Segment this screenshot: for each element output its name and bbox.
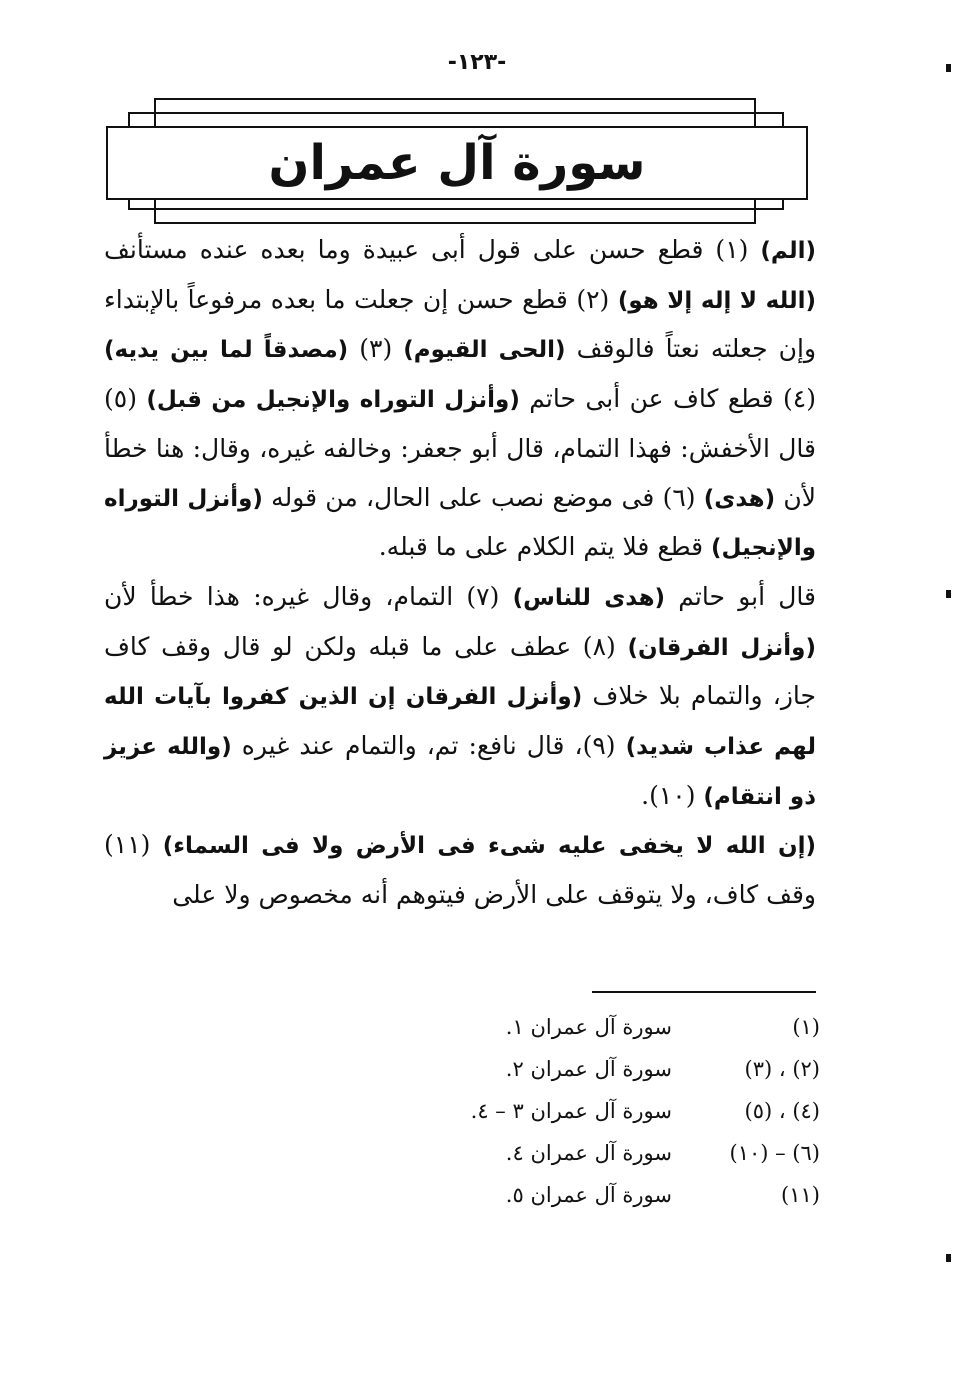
commentary-text: (٧) التمام، وقال غيره: هذا خطأ لأن <box>104 581 513 611</box>
page-number: -١٢٣- <box>447 50 507 75</box>
quran-quote: (مصدقاً لما بين يديه) <box>104 337 349 364</box>
quran-quote: (هدى للناس) <box>512 584 666 611</box>
commentary-text: قطع فلا يتم الكلام على ما قبله. <box>378 532 712 562</box>
paragraph <box>104 573 816 822</box>
commentary-text: (٦) فى موضع نصب على الحال، من قوله <box>262 482 704 512</box>
quran-quote: (الم) <box>760 238 817 264</box>
footnote-ref: (٢) ، (٣) <box>744 1057 820 1081</box>
commentary-text: (٣) <box>348 334 404 364</box>
commentary-text: (٤) قطع كاف عن أبى حاتم <box>519 384 816 414</box>
quran-quote: (الحى القيوم) <box>403 337 566 364</box>
footnote-row <box>400 1174 820 1216</box>
footnote-row <box>400 1132 820 1174</box>
footnote-source: سورة آل عمران ٣ – ٤. <box>470 1099 672 1123</box>
scan-mark <box>946 64 951 72</box>
footnote-source: سورة آل عمران ١. <box>505 1015 672 1039</box>
footnote-source: سورة آل عمران ٢. <box>505 1057 672 1081</box>
commentary-text: (٩)، قال نافع: تم، والتمام عند غيره <box>231 731 626 761</box>
commentary-text: (١٠). <box>641 780 704 810</box>
footnotes <box>400 1006 820 1216</box>
commentary-text: (١١) وقف كاف، ولا يتوقف على الأرض فيتوهم أنه مخصوص ولا على <box>104 830 816 910</box>
quran-quote: (وأنزل التوراه والإنجيل من قبل) <box>146 387 520 414</box>
footnote-ref: (٦) – (١٠) <box>729 1141 820 1165</box>
commentary-text: (١) قطع حسن على قول أبى عبيدة وما بعده عنده مستأنف <box>104 235 761 264</box>
title-box <box>106 126 808 200</box>
quran-quote: (وأنزل الفرقان) <box>627 634 816 661</box>
scan-mark <box>946 1254 951 1262</box>
paragraph <box>104 821 816 919</box>
quran-quote: (والله عزيز ذو انتقام) <box>104 734 816 810</box>
commentary-text: (٥) قال الأخفش: فهذا التمام، قال أبو جعفر: وخالفه غيره، وقال: هنا خطأ لأن <box>104 384 816 512</box>
quran-quote: (الله لا إله إلا هو) <box>617 287 817 314</box>
quran-quote: (وأنزل التوراه والإنجيل) <box>104 485 816 562</box>
paragraph <box>104 226 816 573</box>
footnote-row <box>400 1006 820 1048</box>
commentary-text: (٢) قطع حسن إن جعلت ما بعده مرفوعاً بالإبتداء وإن جعلته نعتاً فالوقف <box>104 284 817 364</box>
scan-mark <box>946 590 951 598</box>
commentary-text: قال أبو حاتم <box>665 581 816 611</box>
footnote-row <box>400 1048 820 1090</box>
footnote-source: سورة آل عمران ٥. <box>505 1183 672 1207</box>
quran-quote: (هدى) <box>703 485 776 512</box>
quran-quote: (وأنزل الفرقان إن الذين كفروا بآيات الله لهم عذاب شديد) <box>104 684 816 761</box>
quran-quote: (إن الله لا يخفى عليه شىء فى الأرض ولا فى السماء) <box>162 833 816 860</box>
footnote-ref: (١) <box>792 1015 820 1039</box>
commentary-text: (٨) عطف على ما قبله ولكن لو قال وقف كاف جاز، والتمام بلا خلاف <box>104 631 816 711</box>
main-text <box>104 226 816 920</box>
surah-title: سورة آل عمران <box>268 135 646 191</box>
footnote-divider <box>592 991 816 993</box>
footnote-ref: (١١) <box>781 1183 820 1207</box>
footnote-ref: (٤) ، (٥) <box>744 1099 820 1123</box>
footnote-row <box>400 1090 820 1132</box>
footnote-source: سورة آل عمران ٤. <box>505 1141 672 1165</box>
